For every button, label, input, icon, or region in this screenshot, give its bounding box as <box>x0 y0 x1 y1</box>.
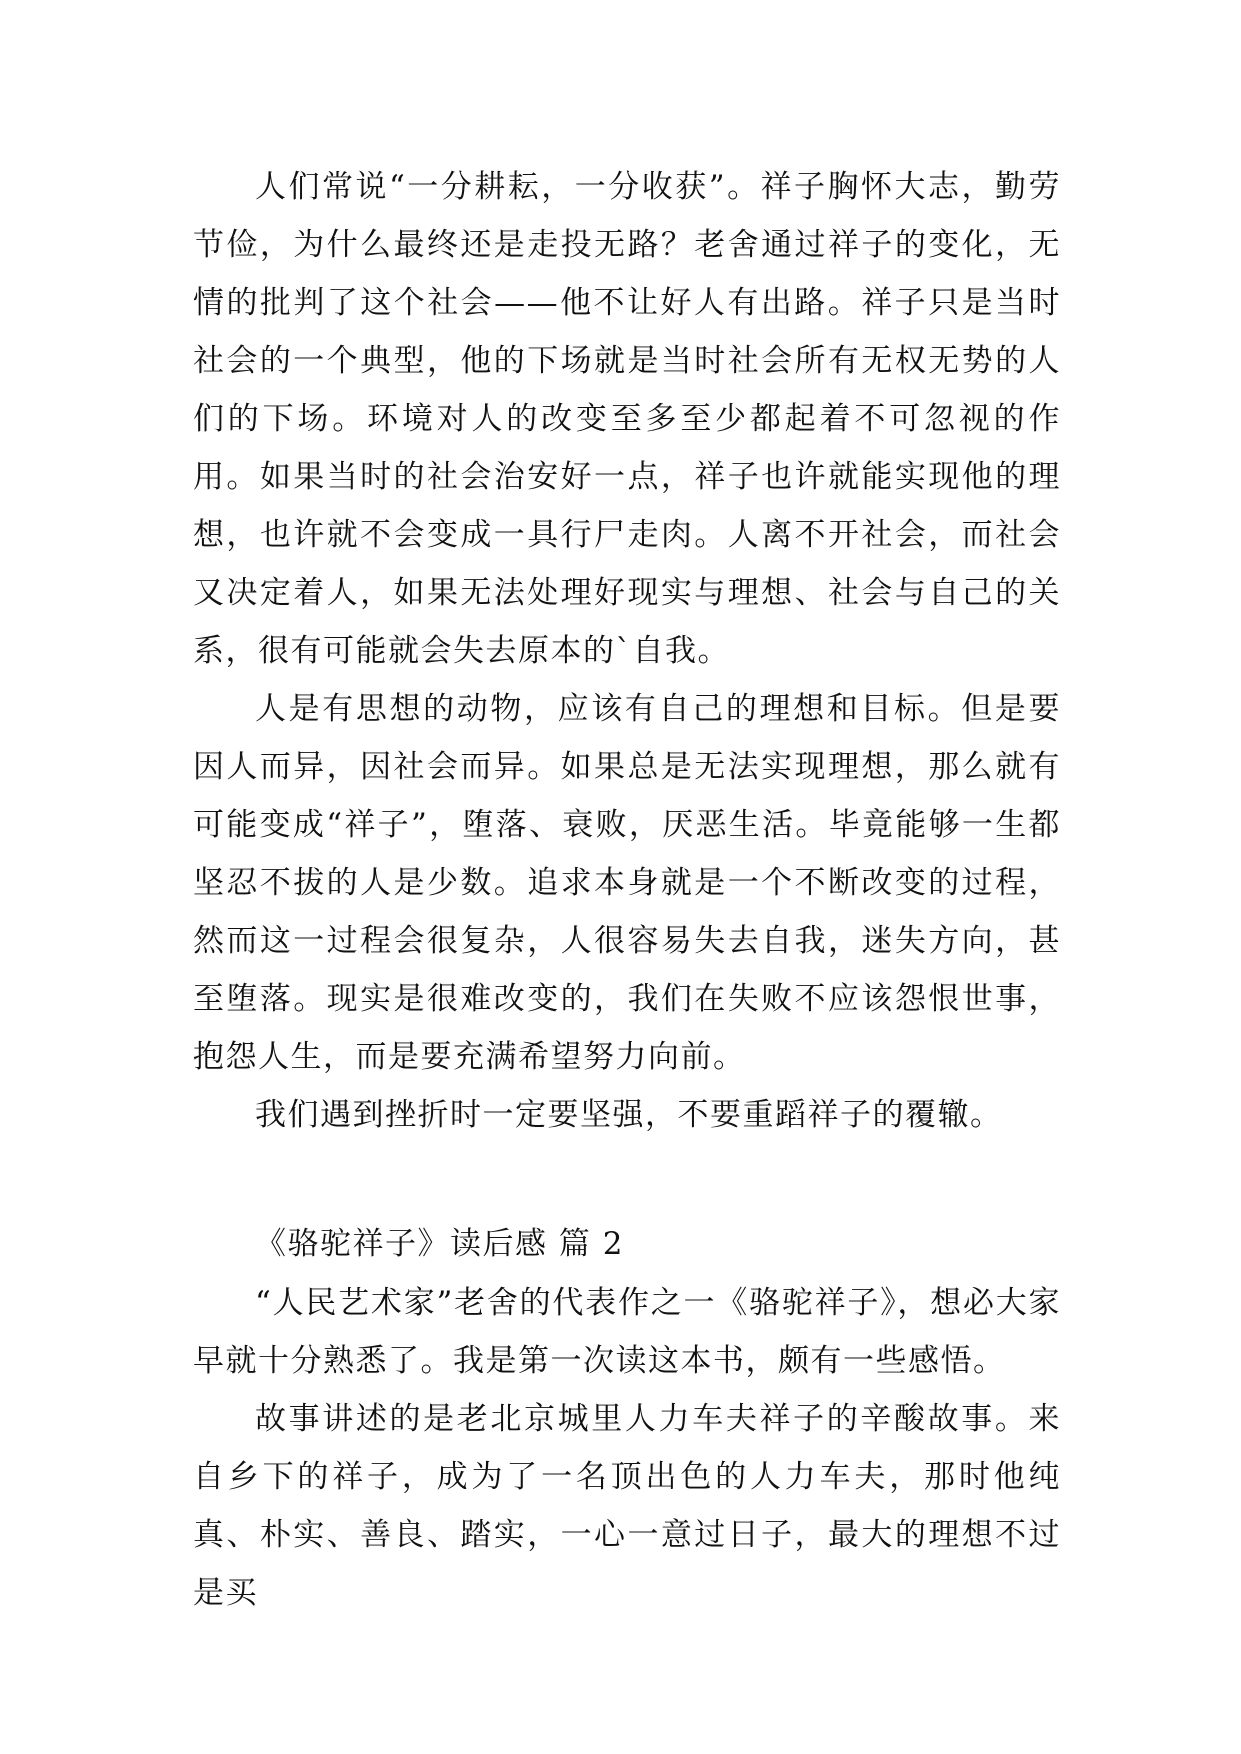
section-heading: 《骆驼祥子》读后感 篇 2 <box>255 1226 624 1262</box>
paragraph-2: 人是有思想的动物，应该有自己的理想和目标。但是要因人而异，因社会而异。如果总是无法实现理想，那么就有可能变成“祥子”，堕落、衰败，厌恶生活。毕竟能够一生都坚忍不拔的人是少数。追求本身就是一个不断改变的过程，然而这一过程会很复杂，人很容易失去自我，迷失方向，甚至堕落。现实是很难改变的，我们在失败不应该怨恨世事，抱怨人生，而是要充满希望努力向前。 <box>193 691 1061 1075</box>
document-body <box>193 158 1061 1622</box>
section-spacer <box>193 1144 1061 1214</box>
paragraph-5: 故事讲述的是老北京城里人力车夫祥子的辛酸故事。来自乡下的祥子，成为了一名顶出色的人力车夫，那时他纯真、朴实、善良、踏实，一心一意过日子，最大的理想不过是买 <box>193 1401 1061 1611</box>
paragraph-3: 我们遇到挫折时一定要坚强，不要重蹈祥子的覆辙。 <box>255 1097 1003 1133</box>
paragraph-1: 人们常说“一分耕耘，一分收获”。祥子胸怀大志，勤劳节俭，为什么最终还是走投无路？老舍通过祥子的变化，无情的批判了这个社会——他不让好人有出路。祥子只是当时社会的一个典型，他的下场就是当时社会所有无权无势的人们的下场。环境对人的改变至多至少都起着不可忽视的作用。如果当时的社会治安好一点，祥子也许就能实现他的理想，也许就不会变成一具行尸走肉。人离不开社会，而社会又决定着人，如果无法处理好现实与理想、社会与自己的关系，很有可能就会失去原本的`自我。 <box>193 169 1061 669</box>
paragraph-4: “人民艺术家”老舍的代表作之一《骆驼祥子》，想必大家早就十分熟悉了。我是第一次读这本书，颇有一些感悟。 <box>193 1285 1061 1379</box>
